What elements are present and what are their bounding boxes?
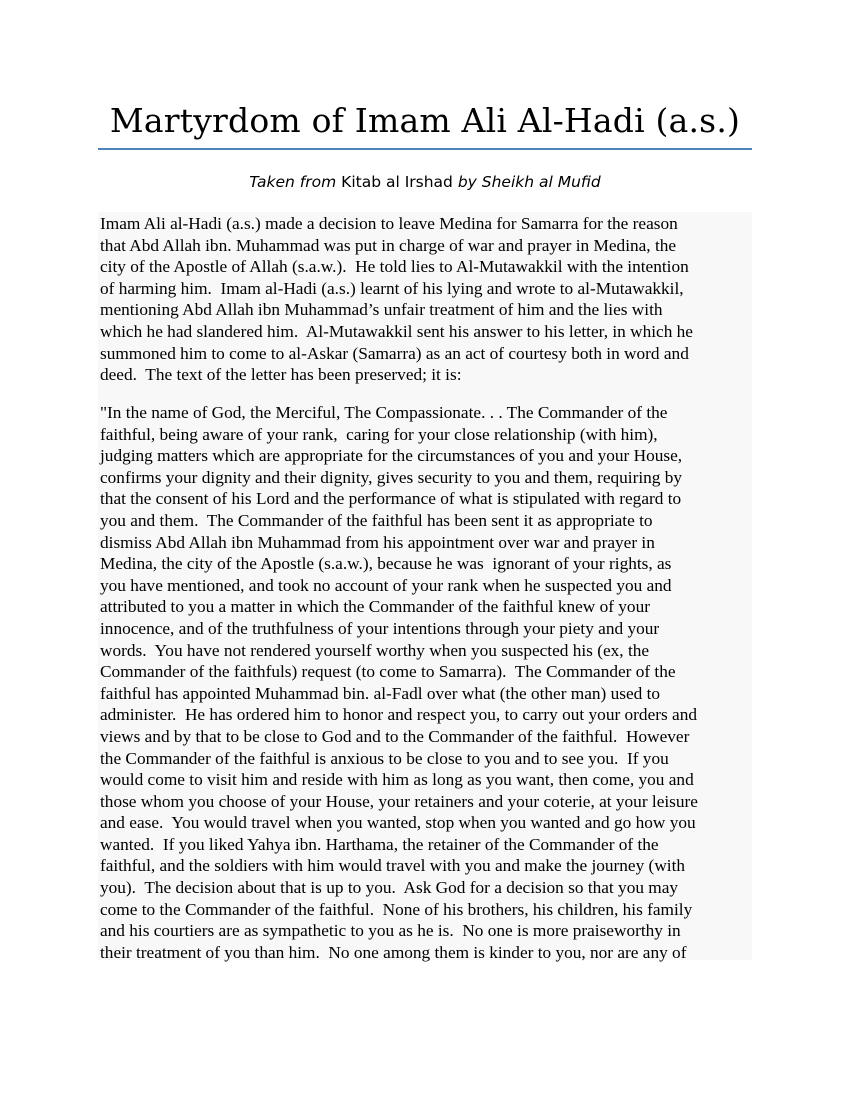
paragraph-line: the Commander of the faithful is anxious to be close to you and to see you. If you (100, 748, 669, 768)
paragraph-line: and ease. You would travel when you wanted, stop when you wanted and go how you (100, 813, 696, 833)
subtitle-book-name: Kitab al Irshad (341, 173, 453, 191)
document-title: Martyrdom of Imam Ali Al-Hadi (a.s.) (109, 101, 741, 140)
paragraph-line: views and by that to be close to God and to the Commander of the faithful. However (100, 726, 690, 746)
paragraph-line: faithful has appointed Muhammad bin. al-Fadl over what (the other man) used to (100, 683, 661, 703)
paragraph-line: Commander of the faithfuls) request (to come to Samarra). The Commander of the (100, 662, 676, 682)
paragraph-line: deed. The text of the letter has been preserved; it is: (100, 365, 462, 385)
subtitle-suffix: by Sheikh al Mufid (452, 173, 601, 191)
paragraph-line: of harming him. Imam al-Hadi (a.s.) learnt of his lying and wrote to al-Mutawakkil, (100, 278, 684, 298)
paragraph-line: and his courtiers are as sympathetic to you as he is. No one is more praiseworthy in (100, 921, 681, 941)
paragraph-intro (100, 213, 760, 386)
title-underline-rule (98, 148, 752, 150)
paragraph-line: dismiss Abd Allah ibn Muhammad from his appointment over war and prayer in (100, 532, 655, 552)
paragraph-line: would come to visit him and reside with him as long as you want, then come, you and (100, 770, 694, 790)
paragraph-line: attributed to you a matter in which the Commander of the faithful knew of your (100, 597, 650, 617)
paragraph-line: you and them. The Commander of the faithful has been sent it as appropriate to (100, 510, 653, 530)
paragraph-line: administer. He has ordered him to honor and respect you, to carry out your orders and (100, 705, 697, 725)
paragraph-line: innocence, and of the truthfulness of your intentions through your piety and your (100, 618, 660, 638)
paragraph-line: city of the Apostle of Allah (s.a.w.). He told lies to Al-Mutawakkil with the intention (100, 257, 689, 277)
subtitle-prefix: Taken from (249, 173, 342, 191)
paragraph-line: you). The decision about that is up to you. Ask God for a decision so that you may (100, 878, 679, 898)
paragraph-line: which he had slandered him. Al-Mutawakkil sent his answer to his letter, in which he (100, 321, 693, 341)
paragraph-line: words. You have not rendered yourself worthy when you suspected his (ex, the (100, 640, 650, 660)
paragraph-line: that Abd Allah ibn. Muhammad was put in charge of war and prayer in Medina, the (100, 235, 677, 255)
paragraph-line: summoned him to come to al-Askar (Samarra) as an act of courtesy both in word and (100, 343, 689, 363)
paragraph-line: judging matters which are appropriate for the circumstances of you and your House, (100, 446, 683, 466)
document-subtitle (98, 171, 752, 193)
paragraph-line: faithful, being aware of your rank, caring for your close relationship (with him), (100, 424, 658, 444)
paragraph-letter (100, 402, 760, 963)
paragraph-line: come to the Commander of the faithful. None of his brothers, his children, his family (100, 899, 693, 919)
paragraph-line: wanted. If you liked Yahya ibn. Harthama, the retainer of the Commander of the (100, 834, 659, 854)
paragraph-line: that the consent of his Lord and the performance of what is stipulated with regard to (100, 489, 682, 509)
paragraph-line: you have mentioned, and took no account of your rank when he suspected you and (100, 575, 672, 595)
paragraph-line: confirms your dignity and their dignity, gives security to you and them, requiring by (100, 467, 683, 487)
paragraph-line: "In the name of God, the Merciful, The Compassionate. . . The Commander of the (100, 403, 668, 422)
paragraph-line: Medina, the city of the Apostle (s.a.w.), because he was ignorant of your rights, as (100, 554, 672, 574)
paragraph-line: faithful, and the soldiers with him would travel with you and make the journey (with (100, 856, 686, 876)
paragraph-line: their treatment of you than him. No one among them is kinder to you, nor are any of (100, 942, 687, 962)
paragraph-line: mentioning Abd Allah ibn Muhammad’s unfair treatment of him and the lies with (100, 300, 663, 320)
paragraph-line: those whom you choose of your House, your retainers and your coterie, at your leisure (100, 791, 698, 811)
paragraph-line: Imam Ali al-Hadi (a.s.) made a decision to leave Medina for Samarra for the reason (100, 214, 678, 233)
